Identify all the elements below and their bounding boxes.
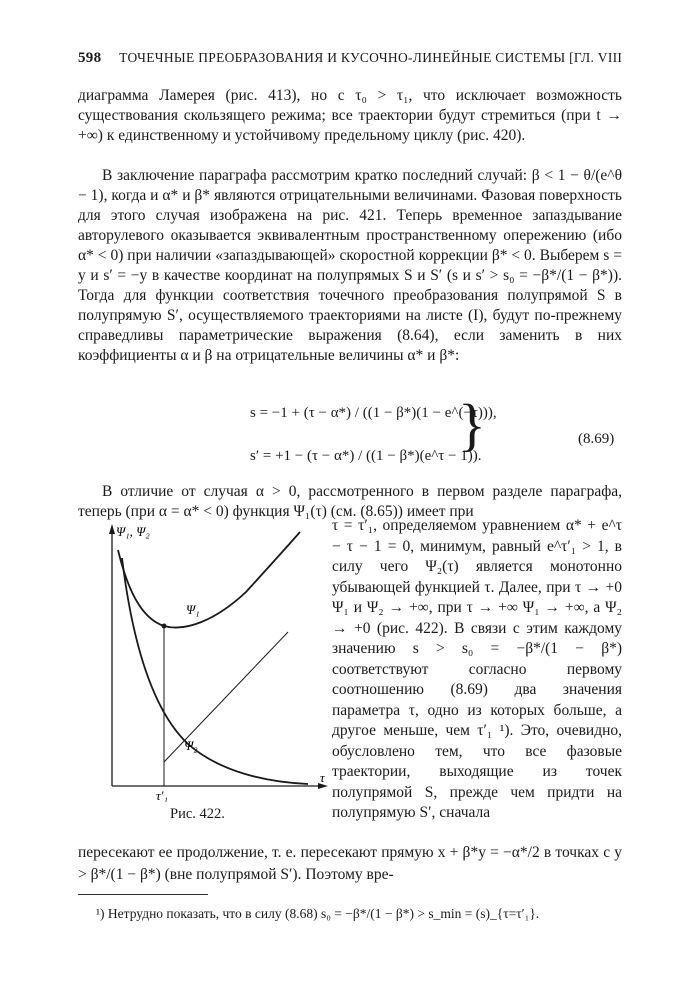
footnote-rule bbox=[78, 894, 208, 895]
running-header bbox=[78, 50, 623, 67]
x-axis-label: τ bbox=[320, 770, 325, 785]
wrapped-paragraph: τ = τ′₁, определяемом уравнением α* + e^τ − τ − 1 = 0, минимум, равный e^τ′₁ > 1, в силу чего Ψ₂(τ) является монотонно убывающей функцией τ. Далее, при τ → +0 Ψ₁ и Ψ₂ → +∞, при τ → +∞ Ψ₁ → +∞, а Ψ₂ → +0 (рис. 422). В связи с этим каждому значению s > s₀ = −β*/(1 − β*) соответствуют согласно первому соотношению (8.69) два значения параметра τ, одно из которых больше, а другое меньше, чем τ′₁ ¹). Это, очевидно, обусловлено тем, что все фазовые траектории, выходящие из точек полупрямой S, прежде чем придти на полупрямую S′, сначала bbox=[332, 517, 622, 821]
equation-number: (8.69) bbox=[578, 431, 615, 447]
y-axis-arrow bbox=[109, 524, 115, 534]
footnote: ¹) Нетрудно показать, что в силу (8.68) s₀ = −β*/(1 − β*) > s_min = (s)_{τ=τ′₁}. bbox=[96, 906, 540, 921]
running-title: ТОЧЕЧНЫЕ ПРЕОБРАЗОВАНИЯ И КУСОЧНО-ЛИНЕЙНЫЕ СИСТЕМЫ [ГЛ. VIII bbox=[119, 50, 623, 65]
psi2-label: Ψ₂ bbox=[184, 738, 198, 753]
y-axis-label: Ψ₁, Ψ₂ bbox=[116, 524, 150, 539]
paragraph-bottom: пересекают ее продолжение, т. е. пересекают прямую x + β*y = −α*/2 в точках с y > β*/(1 − β*) (вне полупрямой S′). Поэтому вре- bbox=[78, 844, 622, 883]
paragraph-2: В заключение параграфа рассмотрим кратко последний случай: β < 1 − θ/(e^θ − 1), когда и α* и β* являются отрицательными величинами. Фазовая поверхность для этого случая изображена на рис. 421. Теперь временное запаздывание авторулевого оказывается эквивалентным пространственному опережению (ибо α* < 0) при наличии «запаздывающей» скоростной коррекции β* < 0. Выберем s = y и s′ = −y в качестве координат на полупрямых S и S′ (s и s′ > s₀ = −β*/(1 − β*)). Тогда для функции соответствия точечного преобразования полупрямой S в полупрямую S′, осуществляемого траекториями на листе (I), будут по-прежнему справедливы параметрические выражения (8.64), если заменить в них коэффициенты α и β на отрицательные величины α* и β*: bbox=[78, 167, 622, 364]
figure-caption: Рис. 422. bbox=[170, 806, 225, 822]
psi2-curve bbox=[122, 558, 308, 784]
tau1-tick-label: τ′₁ bbox=[156, 788, 169, 802]
asymptote-line bbox=[164, 632, 288, 762]
equation-line-1: s = −1 + (τ − α*) / ((1 − β*)(1 − e^(−τ))), bbox=[250, 405, 497, 421]
equation-brace: } bbox=[458, 392, 486, 457]
page-number: 598 bbox=[78, 50, 102, 66]
paragraph-3: В отличие от случая α > 0, рассмотренного в первом разделе параграфа, теперь (при α = α* < 0) функция Ψ₁(τ) (см. (8.65)) имеет при bbox=[78, 483, 622, 520]
paragraph-1: диаграмма Ламерея (рис. 413), но с τ₀ > τ₁, что исключает возможность существования скользящего режима; все траектории будут стремиться (при t → +∞) к единственному и устойчивому предельному циклу (рис. 420). bbox=[78, 87, 622, 144]
equation-line-2: s′ = +1 − (τ − α*) / ((1 − β*)(e^τ − 1)). bbox=[250, 448, 482, 464]
figure-422 bbox=[96, 520, 332, 802]
psi1-label: Ψ₁ bbox=[186, 602, 200, 617]
psi1-curve bbox=[118, 532, 300, 628]
